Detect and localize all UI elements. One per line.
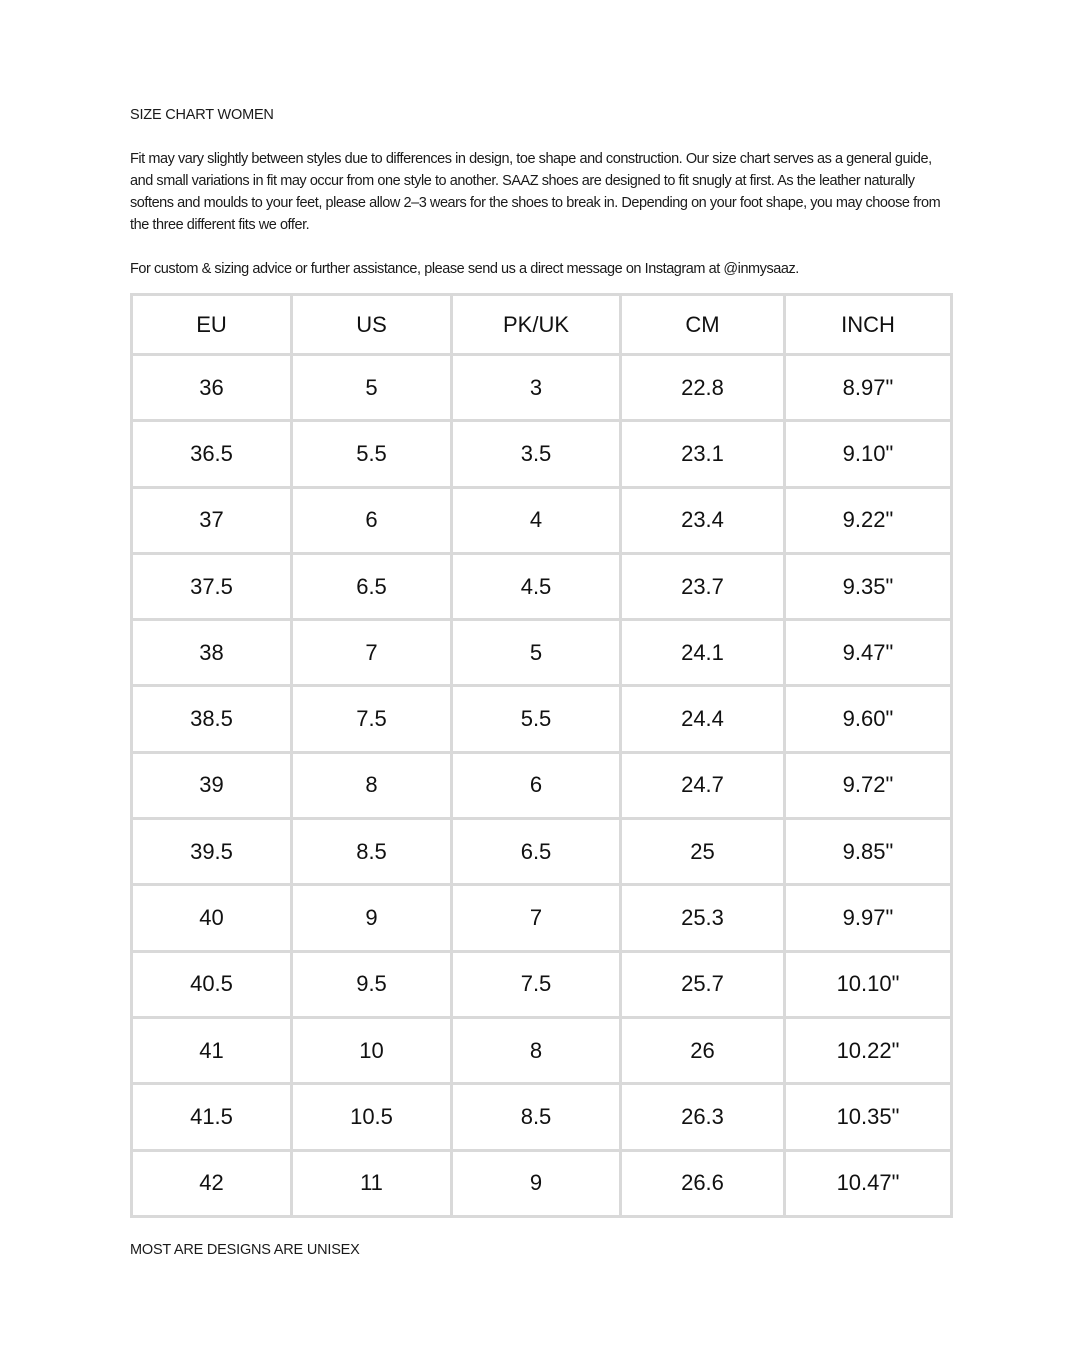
table-row	[132, 487, 952, 553]
cell-cm: 24.7	[621, 752, 785, 818]
cell-inch: 10.47"	[785, 1150, 952, 1216]
cell-inch: 10.22"	[785, 1017, 952, 1083]
cell-us: 10.5	[292, 1084, 452, 1150]
cell-inch: 9.22"	[785, 487, 952, 553]
cell-eu: 39.5	[132, 819, 292, 885]
table-header-row	[132, 295, 952, 355]
cell-inch: 10.10"	[785, 951, 952, 1017]
cell-eu: 41.5	[132, 1084, 292, 1150]
cell-eu: 37	[132, 487, 292, 553]
header-pk-uk: PK/UK	[452, 295, 621, 355]
cell-us: 9.5	[292, 951, 452, 1017]
table-row	[132, 620, 952, 686]
cell-eu: 36.5	[132, 421, 292, 487]
header-us: US	[292, 295, 452, 355]
cell-pk-uk: 7.5	[452, 951, 621, 1017]
table-row	[132, 553, 952, 619]
cell-eu: 36	[132, 355, 292, 421]
cell-inch: 8.97"	[785, 355, 952, 421]
header-cm: CM	[621, 295, 785, 355]
cell-pk-uk: 5	[452, 620, 621, 686]
cell-pk-uk: 3	[452, 355, 621, 421]
cell-pk-uk: 7	[452, 885, 621, 951]
table-row	[132, 951, 952, 1017]
cell-inch: 10.35"	[785, 1084, 952, 1150]
cell-us: 7	[292, 620, 452, 686]
cell-us: 5.5	[292, 421, 452, 487]
cell-pk-uk: 9	[452, 1150, 621, 1216]
cell-cm: 22.8	[621, 355, 785, 421]
cell-cm: 23.1	[621, 421, 785, 487]
cell-cm: 25.3	[621, 885, 785, 951]
table-row	[132, 686, 952, 752]
cell-eu: 40.5	[132, 951, 292, 1017]
table-row	[132, 752, 952, 818]
table-row	[132, 885, 952, 951]
cell-us: 8	[292, 752, 452, 818]
cell-inch: 9.47"	[785, 620, 952, 686]
cell-eu: 40	[132, 885, 292, 951]
page-title: SIZE CHART WOMEN	[130, 107, 274, 123]
size-chart-table	[130, 293, 953, 1218]
table-row	[132, 421, 952, 487]
cell-cm: 26.3	[621, 1084, 785, 1150]
cell-us: 7.5	[292, 686, 452, 752]
cell-pk-uk: 4.5	[452, 553, 621, 619]
cell-pk-uk: 6.5	[452, 819, 621, 885]
cell-cm: 23.7	[621, 553, 785, 619]
cell-us: 10	[292, 1017, 452, 1083]
unisex-note: MOST ARE DESIGNS ARE UNISEX	[130, 1242, 360, 1258]
cell-eu: 41	[132, 1017, 292, 1083]
cell-eu: 38.5	[132, 686, 292, 752]
table-row	[132, 819, 952, 885]
cell-cm: 25	[621, 819, 785, 885]
cell-us: 6	[292, 487, 452, 553]
cell-inch: 9.35"	[785, 553, 952, 619]
cell-us: 8.5	[292, 819, 452, 885]
cell-us: 6.5	[292, 553, 452, 619]
cell-cm: 24.1	[621, 620, 785, 686]
cell-cm: 26.6	[621, 1150, 785, 1216]
cell-pk-uk: 8.5	[452, 1084, 621, 1150]
cell-eu: 39	[132, 752, 292, 818]
table-row	[132, 1084, 952, 1150]
cell-us: 9	[292, 885, 452, 951]
cell-inch: 9.72"	[785, 752, 952, 818]
cell-pk-uk: 8	[452, 1017, 621, 1083]
cell-cm: 26	[621, 1017, 785, 1083]
intro-section	[130, 104, 950, 280]
table-row	[132, 1017, 952, 1083]
cell-inch: 9.60"	[785, 686, 952, 752]
cell-us: 11	[292, 1150, 452, 1216]
cell-pk-uk: 4	[452, 487, 621, 553]
cell-inch: 9.85"	[785, 819, 952, 885]
header-inch: INCH	[785, 295, 952, 355]
fit-description: Fit may vary slightly between styles due to differences in design, toe shape and construction. Our size chart serves as a general guide, and small variations in fit may occur from one style to another. SAAZ shoes are designed to fit snugly at first. As the leather naturally softens and moulds to your feet, please allow 2–3 wears for the shoes to break in. Depending on your foot shape, you may choose from the three different fits we offer.	[130, 151, 941, 233]
cell-cm: 24.4	[621, 686, 785, 752]
cell-pk-uk: 6	[452, 752, 621, 818]
cell-eu: 38	[132, 620, 292, 686]
cell-eu: 37.5	[132, 553, 292, 619]
cell-us: 5	[292, 355, 452, 421]
cell-inch: 9.97"	[785, 885, 952, 951]
header-eu: EU	[132, 295, 292, 355]
table-row	[132, 1150, 952, 1216]
contact-info: For custom & sizing advice or further assistance, please send us a direct message on Instagram at @inmysaaz.	[130, 261, 799, 277]
cell-inch: 9.10"	[785, 421, 952, 487]
cell-eu: 42	[132, 1150, 292, 1216]
cell-pk-uk: 5.5	[452, 686, 621, 752]
cell-pk-uk: 3.5	[452, 421, 621, 487]
cell-cm: 25.7	[621, 951, 785, 1017]
cell-cm: 23.4	[621, 487, 785, 553]
table-row	[132, 355, 952, 421]
